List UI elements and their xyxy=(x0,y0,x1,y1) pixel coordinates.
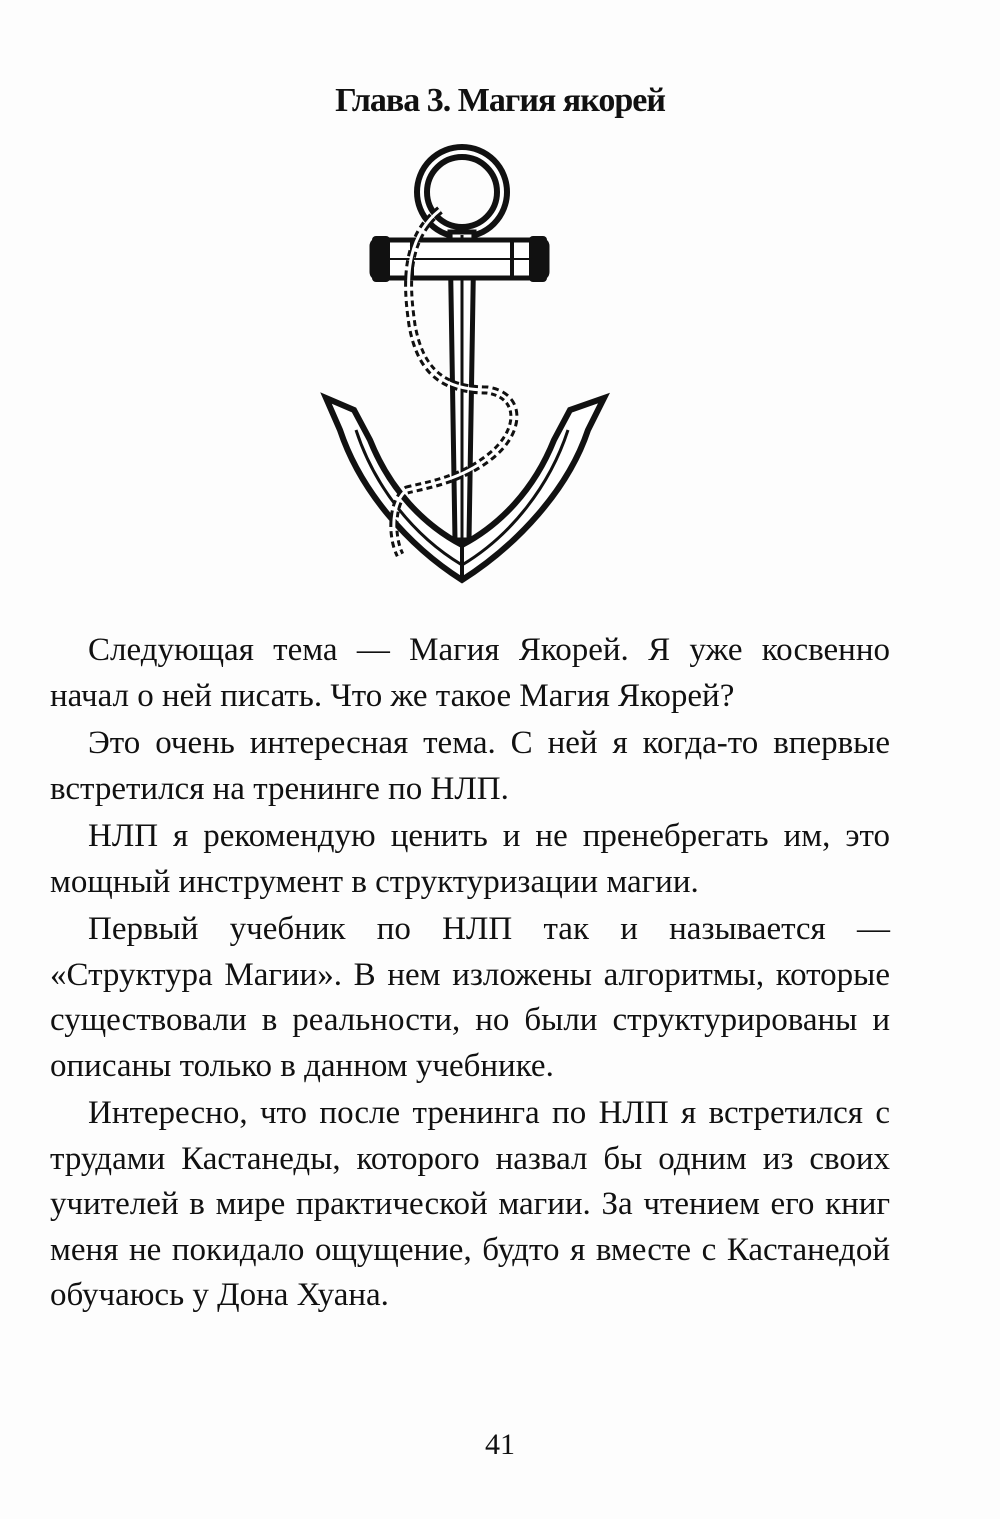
page-number: 41 xyxy=(485,1428,515,1461)
anchor-illustration xyxy=(312,140,622,585)
paragraph: НЛП я рекомендую ценить и не пренебрегать им, это мощный инструмент в структуризации магии. xyxy=(50,818,890,900)
body-text xyxy=(50,628,890,1321)
paragraph: Интересно, что после тренинга по НЛП я встретился с трудами Кастанеды, которого назвал бы одним из своих учителей в мире практической магии. За чтением его книг меня не покидало ощущение, будто я вместе с Кастанедой обучаюсь у Дона Хуана. xyxy=(50,1095,890,1313)
paragraph: Следующая тема — Магия Якорей. Я уже косвенно начал о ней писать. Что же такое Магия Якорей? xyxy=(50,632,890,714)
paragraph: Первый учебник по НЛП так и называется — «Структура Магии». В нем изложены алгоритмы, которые существовали в реальности, но были структурированы и описаны только в данном учебнике. xyxy=(50,911,890,1084)
paragraph: Это очень интересная тема. С ней я когда-то впервые встретился на тренинге по НЛП. xyxy=(50,725,890,807)
chapter-title: Глава 3. Магия якорей xyxy=(335,82,665,119)
anchor-icon xyxy=(312,140,622,585)
